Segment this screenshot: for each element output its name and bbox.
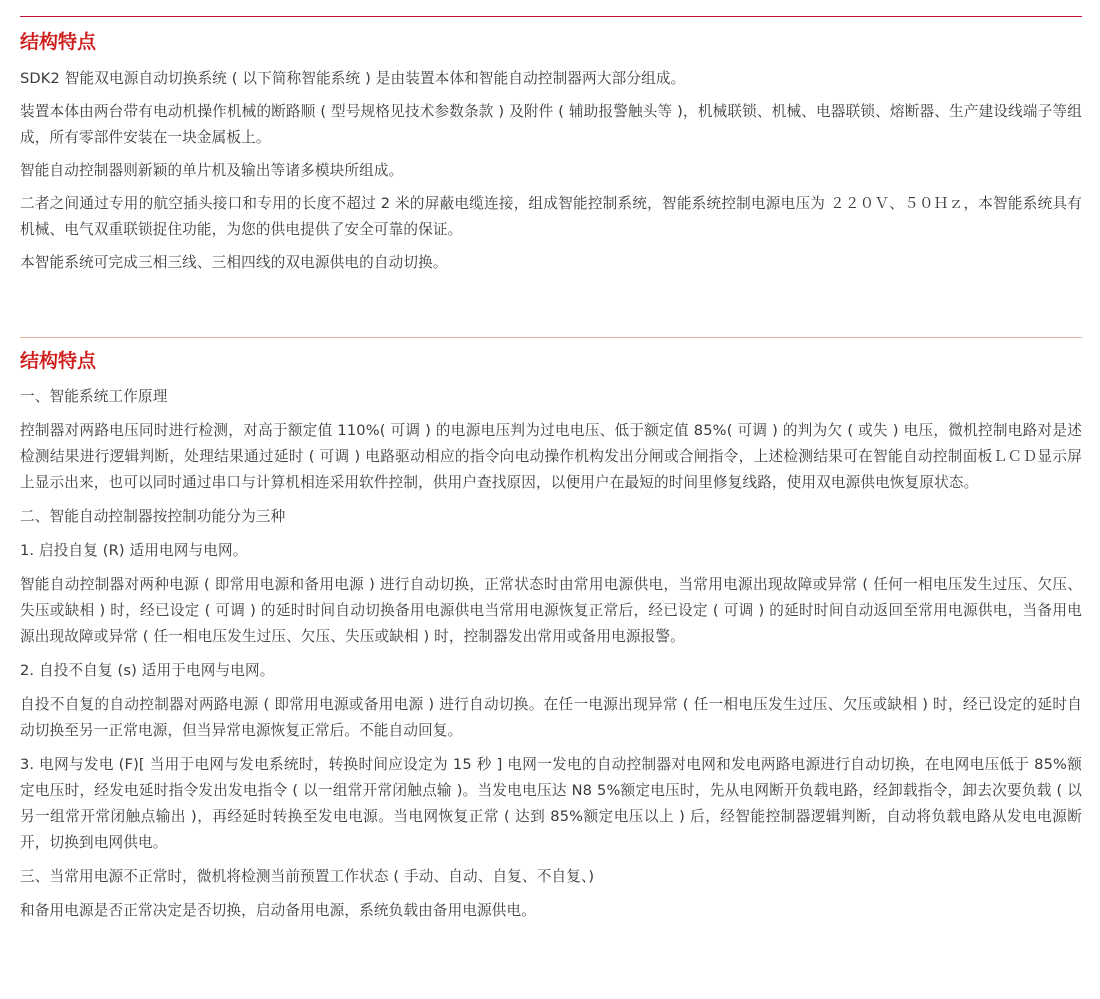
section-title: 结构特点 [20, 31, 97, 53]
paragraph: 三、当常用电源不正常时，微机将检测当前预置工作状态 ( 手动、自动、自复、不自复、) [20, 868, 595, 885]
section-structure-features-2 [20, 337, 1082, 932]
paragraph: 自投不自复的自动控制器对两路电源 ( 即常用电源或备用电源 ) 进行自动切换。在任一电源出现异常 ( 任一相电压发生过压、欠压或缺相 ) 时，经已设定的延时自动切换至另一正常电源，但当异常电源恢复正常后。不能自动回复。 [20, 696, 1082, 739]
paragraph: 二者之间通过专用的航空插头接口和专用的长度不超过 2 米的屏蔽电缆连接，组成智能控制系统，智能系统控制电源电压为 ２２０Ｖ、５０Ｈｚ，本智能系统具有机械、电气双重联锁捉住功能，为您的供电提供了安全可靠的保证。 [20, 195, 1082, 238]
paragraph: 智能自动控制器对两种电源 ( 即常用电源和备用电源 ) 进行自动切换，正常状态时由常用电源供电，当常用电源出现故障或异常 ( 任何一相电压发生过压、欠压、失压或缺相 ) 时，经已设定 ( 可调 ) 的延时时间自动切换备用电源供电当常用电源恢复正常后，经已设定 ( 可调 ) 的延时时间自动返回至常用电源供电，当备用电源出现故障或异常 ( 任一相电压发生过压、欠压、失压或缺相 ) 时，控制器发出常用或备用电源报警。 [20, 576, 1082, 645]
paragraph: 控制器对两路电压同时进行检测，对高于额定值 110%( 可调 ) 的电源电压判为过电电压、低于额定值 85%( 可调 ) 的判为欠 ( 或失 ) 电压，微机控制电路对是述检测结果进行逻辑判断，处理结果通过延时 ( 可调 ) 电路驱动相应的指令向电动操作机构发出分闸或合闸指令，上述检测结果可在智能自动控制面板ＬＣＤ显示屏上显示出来，也可以同时通过串口与计算机相连采用软件控制，供用户查找原因，以便用户在最短的时间里修复线路，使用双电源供电恢复原状态。 [20, 422, 1082, 491]
paragraph: 本智能系统可完成三相三线、三相四线的双电源供电的自动切换。 [20, 254, 448, 271]
paragraph: 1. 启投自复 (R) 适用电网与电网。 [20, 542, 248, 559]
section-divider [20, 337, 1082, 338]
section-structure-features-1 [20, 16, 1082, 283]
paragraph: 和备用电源是否正常决定是否切换，启动备用电源，系统负载由备用电源供电。 [20, 902, 537, 919]
section-divider [20, 16, 1082, 17]
paragraph: 一、智能系统工作原理 [20, 388, 168, 405]
paragraph: 3. 电网与发电 (F)[ 当用于电网与发电系统时，转换时间应设定为 15 秒 ] 电网一发电的自动控制器对电网和发电两路电源进行自动切换，在电网电压低于 85%额定电压时，经发电延时指令发出发电指令 ( 以一组常开常闭触点输 )。当发电电压达 N8 5%额定电压时，先从电网断开负载电路，经卸载指令，卸去次要负载 ( 以另一组常开常闭触点输出 )，再经延时转换至发电电源。当电网恢复正常 ( 达到 85%额定电压以上 ) 后，经智能控制器逻辑判断，自动将负载电路从发电电源断开，切换到电网供电。 [20, 756, 1082, 851]
paragraph: 2. 自投不自复 (s) 适用于电网与电网。 [20, 662, 275, 679]
section-title: 结构特点 [20, 350, 97, 372]
paragraph: SDK2 智能双电源自动切换系统 ( 以下简称智能系统 ) 是由装置本体和智能自动控制器两大部分组成。 [20, 70, 686, 87]
paragraph: 智能自动控制器则新颖的单片机及输出等诸多模块所组成。 [20, 162, 404, 179]
paragraph: 装置本体由两台带有电动机操作机械的断路顺 ( 型号规格见技术参数条款 ) 及附件 ( 辅助报警触头等 )，机械联锁、机械、电器联锁、熔断器、生产建设线端子等组成，所有零部件安装在一块金属板上。 [20, 103, 1082, 146]
paragraph: 二、智能自动控制器按控制功能分为三种 [20, 508, 286, 525]
